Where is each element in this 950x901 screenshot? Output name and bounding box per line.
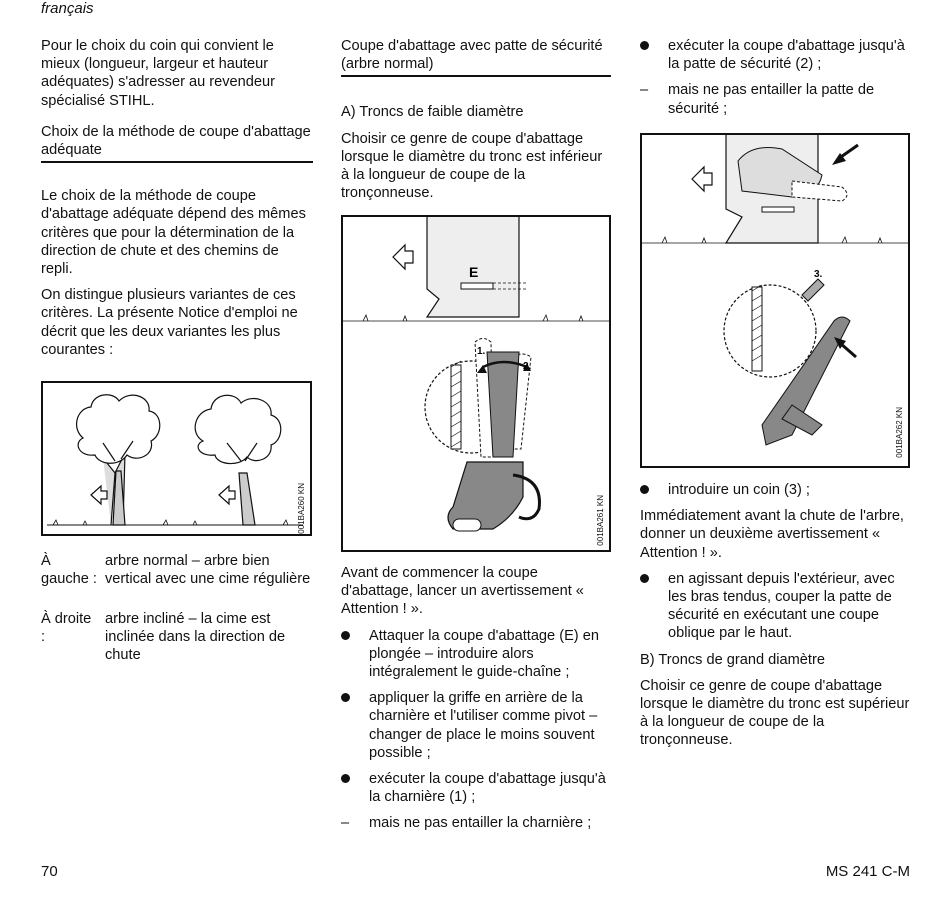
column-3 bbox=[640, 37, 912, 118]
arrow-left-icon bbox=[219, 486, 235, 504]
column-1 bbox=[41, 37, 313, 359]
figure-code: 001BA260 KN bbox=[297, 483, 306, 534]
bullet-icon bbox=[640, 41, 649, 50]
paragraph: On distingue plusieurs variantes de ces critères. La présente Notice d'emploi ne décrit que les deux variantes les plus courantes : bbox=[41, 287, 298, 358]
definition-value: arbre incliné – la cime est inclinée dans la direction de chute bbox=[105, 611, 286, 664]
section-heading: Choix de la méthode de coupe d'abattage adéquate bbox=[41, 123, 313, 163]
label-2: 2. bbox=[523, 361, 532, 372]
definition-key: À droite : bbox=[41, 611, 92, 646]
figure-small-trunk bbox=[341, 215, 611, 552]
figure-code: 001BA261 KN bbox=[596, 495, 605, 546]
arrow-left-icon bbox=[91, 486, 107, 504]
label-e: E bbox=[469, 264, 479, 280]
definition-key: À gauche : bbox=[41, 553, 97, 588]
dash-icon: – bbox=[341, 815, 350, 832]
section-heading: Coupe d'abattage avec patte de sécurité (arbre normal) bbox=[341, 37, 611, 77]
language-label: français bbox=[41, 0, 94, 17]
list-item: en agissant depuis l'extérieur, avec les bras tendus, couper la patte de sécurité en exécutant une coupe oblique par le haut. bbox=[640, 570, 912, 643]
arrow-left-icon bbox=[692, 167, 712, 191]
bullet-icon bbox=[341, 693, 350, 702]
figure-trees bbox=[41, 381, 312, 536]
list-item: – mais ne pas entailler la charnière ; bbox=[341, 815, 592, 832]
bullet-icon bbox=[640, 574, 649, 583]
list-item: appliquer la griffe en arrière de la charnière et l'utiliser comme pivot – changer de place le moins souvent possible ; bbox=[341, 689, 613, 762]
subheading: A) Troncs de faible diamètre bbox=[341, 104, 524, 121]
tree-normal-illustration bbox=[77, 395, 160, 525]
definition-row bbox=[41, 552, 316, 610]
label-1: 1. bbox=[477, 346, 486, 357]
list-item: introduire un coin (3) ; bbox=[640, 481, 912, 499]
bullet-icon bbox=[640, 485, 649, 494]
trunk-section bbox=[724, 285, 816, 377]
arrow-left-icon bbox=[393, 245, 413, 269]
paragraph: Immédiatement avant la chute de l'arbre, donner un deuxième avertissement « Attention ! ». bbox=[640, 508, 904, 561]
paragraph: Choisir ce genre de coupe d'abattage lorsque le diamètre du tronc est supérieur à la longueur de coupe de la tronçonneuse. bbox=[640, 677, 910, 749]
list-item: Attaquer la coupe d'abattage (E) en plongée – introduire alors intégralement le guide-chaîne ; bbox=[341, 627, 613, 682]
bullet-icon bbox=[341, 774, 350, 783]
label-3: 3. bbox=[814, 269, 823, 280]
subheading: B) Troncs de grand diamètre bbox=[640, 651, 825, 668]
intro-paragraph: Pour le choix du coin qui convient le mieux (longueur, largeur et hauteur adéquates) s'adresser au revendeur spécialisé STIHL. bbox=[41, 38, 275, 109]
column-2-lower bbox=[341, 564, 613, 833]
bullet-icon bbox=[341, 631, 350, 640]
definition-row bbox=[41, 610, 316, 666]
guide-bar bbox=[487, 352, 519, 457]
figure-code: 001BA262 KN bbox=[895, 407, 904, 458]
list-item: exécuter la coupe d'abattage jusqu'à la patte de sécurité (2) ; bbox=[640, 37, 912, 73]
column-3-lower bbox=[640, 481, 912, 750]
paragraph: Le choix de la méthode de coupe d'abattage adéquate dépend des mêmes critères que pour la détermination de la direction de chute et des chemins de repli. bbox=[41, 188, 306, 278]
tree-inclined-illustration bbox=[195, 395, 281, 525]
definition-value: arbre normal – arbre bien vertical avec une cime régulière bbox=[105, 553, 311, 588]
wedge bbox=[802, 279, 824, 301]
list-item: exécuter la coupe d'abattage jusqu'à la charnière (1) ; bbox=[341, 770, 613, 806]
paragraph: Avant de commencer la coupe d'abattage, lancer un avertissement « Attention ! ». bbox=[341, 565, 584, 618]
paragraph: Choisir ce genre de coupe d'abattage lorsque le diamètre du tronc est inférieur à la longueur de coupe de la tronçonneuse. bbox=[341, 130, 603, 202]
page-number: 70 bbox=[41, 863, 58, 880]
definition-list bbox=[41, 552, 316, 666]
dash-icon: – bbox=[640, 82, 649, 99]
figure-safety-tab bbox=[640, 133, 910, 468]
column-2 bbox=[341, 37, 611, 202]
list-item: – mais ne pas entailler la patte de sécurité ; bbox=[640, 82, 875, 117]
model-name: MS 241 C-M bbox=[825, 863, 910, 880]
